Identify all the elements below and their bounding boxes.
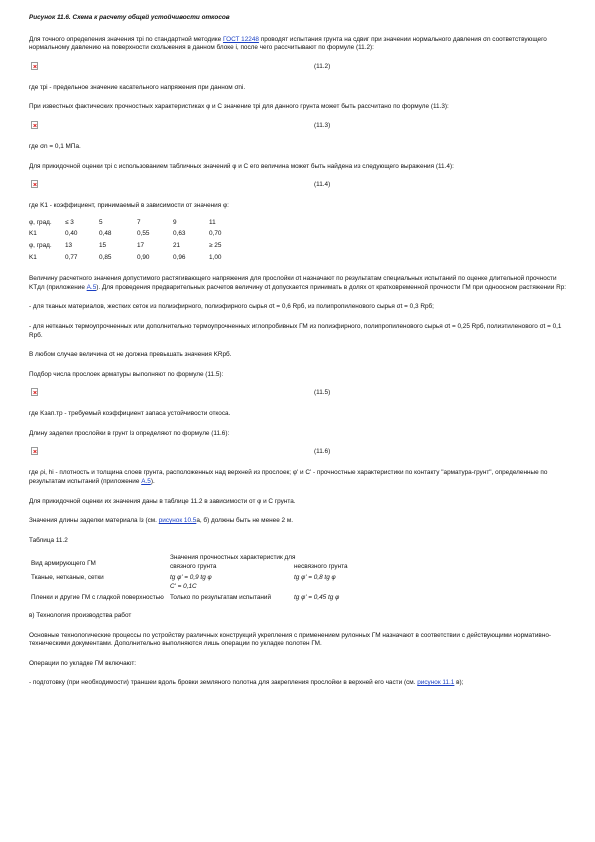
table-cell: 0,63 — [173, 230, 186, 238]
table-cell: 1,00 — [209, 253, 222, 261]
table-cell: 0,48 — [99, 230, 112, 238]
paragraph-tensile-stress — [29, 275, 569, 292]
paragraph-trench — [29, 679, 569, 688]
paragraph-known-characteristics: При известных фактических прочностных характеристиках φ и C значение τpi для данного грунта может быть рассчитано по формуле (11.3): — [29, 103, 449, 111]
section-heading: в) Технология производства работ — [29, 612, 132, 620]
paragraph-where-k: где Kзап.тр - требуемый коэффициент запаса устойчивости откоса. — [29, 410, 231, 418]
table-cell: 0,90 — [137, 253, 150, 261]
table-row — [29, 554, 414, 563]
table-cell: 0,40 — [65, 230, 78, 238]
broken-image-icon — [31, 62, 38, 70]
broken-image-icon — [31, 447, 38, 455]
paragraph-tau-method — [29, 36, 569, 53]
text-span: ). — [150, 478, 155, 486]
table-header-cell: Значения прочностных характеристик для — [170, 554, 296, 562]
gost-12248-link[interactable]: ГОСТ 12248 — [223, 35, 259, 43]
table-cell: 0,77 — [65, 253, 78, 261]
paragraph-rough-estimate: Для прикидочной оценки τpi с использованием табличных значений φ и C его величина может быть найдена из следующего выражения (11.4): — [29, 162, 454, 170]
formula-number: (11.5) — [314, 389, 331, 397]
table-cell: tg φ' = 0,45 tg φ — [294, 594, 340, 602]
table-cell: Пленки и другие ГМ с гладкой поверхностью — [31, 594, 164, 602]
table-cell: 15 — [99, 241, 107, 249]
formula-number: (11.3) — [314, 121, 331, 129]
table-caption: Таблица 11.2 — [29, 536, 68, 544]
table-cell: ≥ 25 — [209, 241, 222, 249]
appendix-a5-link[interactable]: А.5 — [86, 283, 97, 291]
paragraph-table-ref: Для прикидочной оценки их значения даны в таблице 11.2 в зависимости от φ и C грунта. — [29, 497, 296, 505]
table-cell: 0,70 — [209, 230, 222, 238]
paragraph-layer-count: Подбор числа прослоек арматуры выполняют по формуле (11.5): — [29, 370, 224, 378]
text-span: - подготовку (при необходимости) траншеи вдоль бровки земляного полотна для закрепления прослойки в верхней его части (см. — [29, 679, 418, 687]
table-row — [29, 594, 414, 603]
text-span: а, б) должны быть не менее 2 м. — [196, 517, 294, 525]
text-span: где ρi, hi - плотность и толщина слоев грунта, расположенных над верхней из прослоек; φ' и C' - прочностные характеристики по контакту "арматура-грунт", определенные по результатам испытаний (приложение — [29, 469, 548, 486]
broken-image-icon — [31, 121, 38, 129]
formula-11-6 — [29, 447, 569, 460]
appendix-a5-link[interactable]: А.5 — [141, 478, 151, 486]
table-row — [29, 254, 245, 266]
table-cell: K1 — [29, 230, 37, 238]
table-header-cell: несвязного грунта — [294, 563, 348, 571]
formula-11-4 — [29, 180, 569, 193]
formula-11-3 — [29, 121, 569, 134]
paragraph-woven-materials: - для тканых материалов, жестких сеток из полиэфирного, полиэфирного сырья σt = 0,6 Rpб, из полипропиленового сырья σt = 0,3 Rpб; — [29, 303, 434, 311]
paragraph-operations: Операции по укладке ГМ включают: — [29, 659, 137, 667]
paragraph-anchor-length: Длину заделки прослойки в грунт lз определяют по формуле (11.6): — [29, 429, 230, 437]
table-cell: 0,96 — [173, 253, 186, 261]
table-cell: 9 — [173, 218, 177, 226]
paragraph-where-tau: где τpi - предельное значение касательного напряжения при данном σni. — [29, 83, 246, 91]
table-cell: 21 — [173, 241, 181, 249]
table-cell: ≤ 3 — [65, 218, 74, 226]
table-cell: K1 — [29, 253, 37, 261]
table-cell — [170, 574, 294, 594]
table-row — [29, 219, 245, 231]
text-span: Для точного определения значения τpi по стандартной методике — [29, 35, 224, 43]
table-cell: 13 — [65, 241, 73, 249]
table-cell: 0,55 — [137, 230, 150, 238]
table-header-cell: Вид армирующего ГМ — [31, 560, 96, 568]
table-cell: 11 — [209, 218, 216, 226]
formula-number: (11.6) — [314, 448, 331, 456]
broken-image-icon — [31, 180, 38, 188]
paragraph-where-rho — [29, 469, 569, 486]
figure-caption: Рисунок 11.6. Схема к расчету общей устойчивости откосов — [29, 14, 230, 21]
formula-11-2 — [29, 62, 569, 75]
table-cell: Тканые, нетканые, сетки — [31, 574, 104, 582]
table-row — [29, 574, 414, 594]
text-span: в); — [454, 679, 464, 687]
table-cell: 0,85 — [99, 253, 112, 261]
table-cell: tg φ' = 0,8 tg φ — [294, 574, 336, 582]
table-cell: φ, град. — [29, 241, 52, 249]
text-span: Величину расчетного значения допустимого растягивающего напряжения для прослойки σt назначают по результатам специальных испытаний по оценке длительной прочности KTдл (приложение — [29, 275, 557, 291]
table-cell: Только по результатам испытаний — [170, 594, 272, 602]
text-span: Значения длины заделки материала lз (см. — [29, 517, 159, 525]
paragraph-technology: Основные технологические процессы по устройству различных конструкций укрепления с применением рулонных ГМ назначают в соответствии с действующими нормативно-техническими документами. Дополнительно выполняются лишь операции по укладке полотен ГМ. — [29, 631, 552, 648]
paragraph-any-case: В любом случае величина σt не должна превышать значения KRpб. — [29, 351, 232, 359]
paragraph-k1: где K1 - коэффициент, принимаемый в зависимости от значения φ: — [29, 202, 229, 210]
formula-text: C' = 0,1C — [170, 583, 197, 591]
characteristics-table — [29, 554, 414, 603]
table-cell: 5 — [99, 218, 103, 226]
k1-table — [29, 219, 245, 265]
text-span: проводят испытания грунта на сдвиг при значении нормального давления σn соответствующего нормальному давлению на поверхности скольжения в данном блоке i, после чего рассчитывают по формуле (11.2): — [29, 35, 547, 52]
broken-image-icon — [31, 388, 38, 396]
figure-11-1-link[interactable]: рисунок 11.1 — [417, 679, 455, 687]
table-cell: 17 — [137, 241, 145, 249]
formula-number: (11.2) — [314, 62, 331, 70]
figure-10-5-link[interactable]: рисунок 10.5 — [158, 517, 197, 525]
document-page — [29, 14, 569, 688]
formula-text: tg φ' = 0,9 tg φ — [170, 574, 212, 582]
paragraph-anchor-min — [29, 517, 569, 526]
table-cell: φ, град. — [29, 218, 52, 226]
paragraph-sigma-n: где σn = 0,1 МПа. — [29, 142, 81, 150]
table-cell: 7 — [137, 218, 141, 226]
formula-11-5 — [29, 388, 569, 401]
text-span: ). Для проведения предварительных расчетов величину σt допускается принимать в долях от кратковременной прочности ГМ при одноосном растяжении Rp: — [96, 283, 567, 291]
paragraph-nonwoven-materials: - для нетканых термоупрочненных или дополнительно термоупрочненных иглопробивных ГМ из полиэфирного, полипропиленового сырья σt = 0,25 Rpб, полиэтиленового σt = 0,1 Rpб. — [29, 322, 562, 339]
formula-number: (11.4) — [314, 181, 331, 189]
table-row — [29, 242, 245, 254]
table-header-cell: связного грунта — [170, 563, 217, 571]
table-row — [29, 230, 245, 242]
